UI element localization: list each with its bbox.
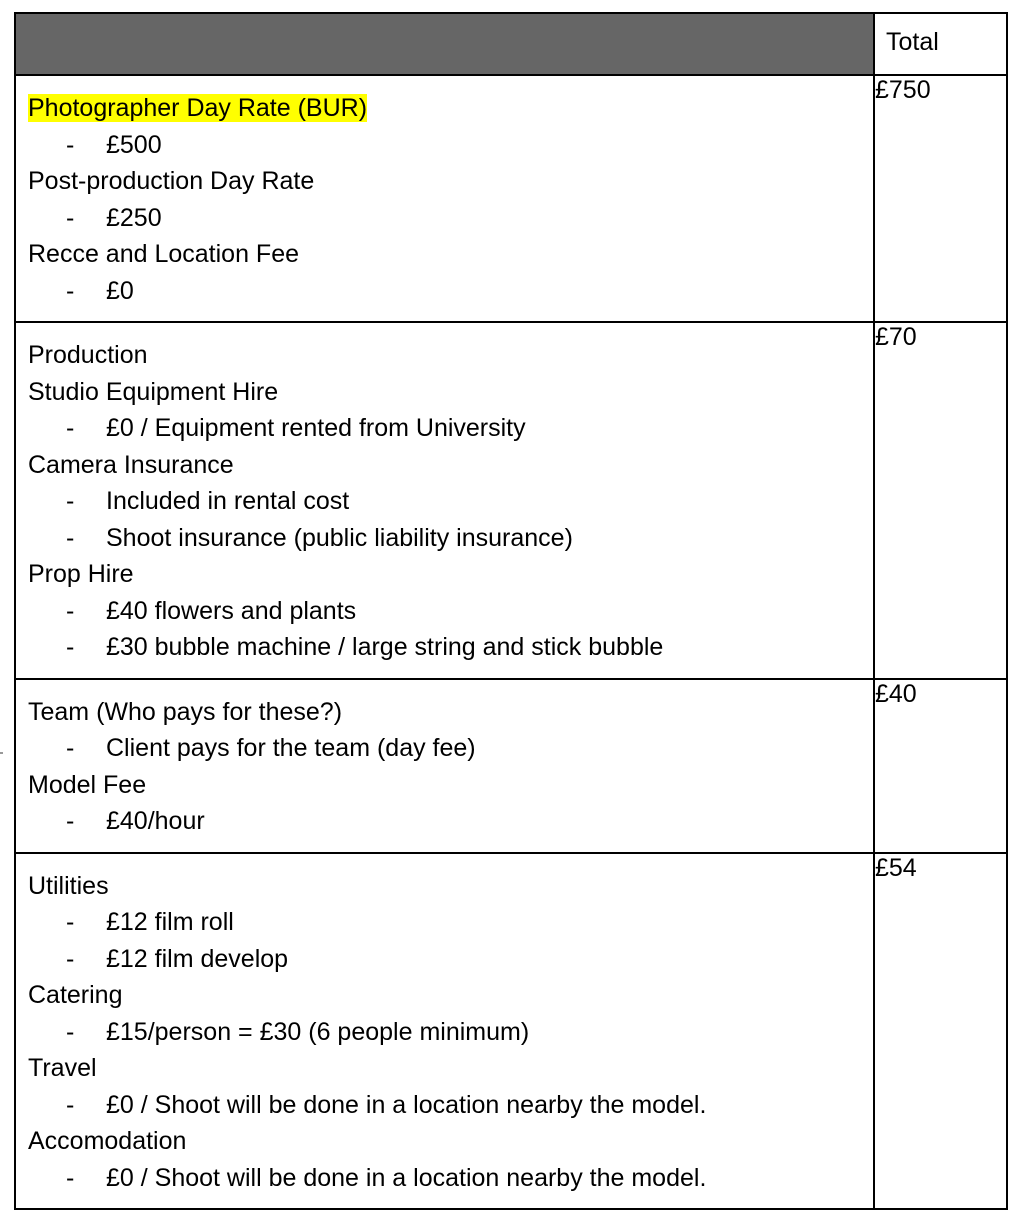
table-row-fees <box>15 75 1007 322</box>
bullet-marker: - <box>66 414 75 442</box>
item-bullet: - £0 / Equipment rented from University <box>28 410 873 447</box>
row-total-cell: £54 <box>874 853 1007 1210</box>
item-heading: Model Fee <box>28 770 147 799</box>
table-row-utilities <box>15 853 1007 1210</box>
item-heading <box>28 90 873 127</box>
item-bullet: - £12 film roll <box>28 904 873 941</box>
item-heading: Camera Insurance <box>28 450 234 479</box>
bullet-marker: - <box>66 1163 75 1192</box>
bullet-marker: - <box>66 487 75 515</box>
item-bullet: - £40/hour <box>28 803 873 840</box>
bullet-marker: - <box>66 1017 75 1046</box>
bullet-marker: - <box>66 734 75 762</box>
item-bullet: - £15/person = £30 (6 people minimum) <box>28 1014 873 1051</box>
item-heading: Team (Who pays for these?) <box>28 697 343 726</box>
margin-marker <box>0 752 3 754</box>
item-heading: Post-production Day Rate <box>28 167 315 195</box>
item-bullet: - £40 flowers and plants <box>28 593 873 630</box>
row-total-cell: £40 <box>874 679 1007 853</box>
item-bullet: - Client pays for the team (day fee) <box>28 730 873 767</box>
header-row <box>15 13 1007 75</box>
item-bullet: - £0 / Shoot will be done in a location nearby the model. <box>28 1160 873 1197</box>
header-total-cell: Total <box>874 13 1007 75</box>
item-bullet: - £250 <box>28 200 873 237</box>
bullet-marker: - <box>66 276 75 305</box>
item-bullet: - Shoot insurance (public liability insurance) <box>28 520 873 557</box>
item-heading: Utilities <box>28 871 109 900</box>
item-heading: Travel <box>28 1054 97 1082</box>
item-heading: Accomodation <box>28 1127 187 1155</box>
bullet-marker: - <box>66 130 75 159</box>
bullet-marker: - <box>66 1090 75 1119</box>
bullet-marker: - <box>66 908 75 936</box>
item-bullet: - £30 bubble machine / large string and stick bubble <box>28 629 873 666</box>
row-total-cell: £70 <box>874 322 1007 679</box>
bullet-marker: - <box>66 633 75 661</box>
bullet-marker: - <box>66 203 75 232</box>
row-items-cell <box>15 853 874 1210</box>
row-total-cell: £750 <box>874 75 1007 322</box>
item-bullet: - £500 <box>28 127 873 164</box>
budget-table <box>14 12 1008 1210</box>
highlighted-text: Photographer Day Rate (BUR) <box>28 94 368 122</box>
table-row-team <box>15 679 1007 853</box>
item-heading: Studio Equipment Hire <box>28 377 279 406</box>
item-heading: Production <box>28 341 148 369</box>
item-heading: Catering <box>28 981 123 1009</box>
item-bullet: - £0 <box>28 273 873 310</box>
item-heading: Recce and Location Fee <box>28 240 300 268</box>
table-row-production <box>15 322 1007 679</box>
row-items-cell <box>15 75 874 322</box>
item-bullet: - £12 film develop <box>28 941 873 978</box>
item-bullet: - Included in rental cost <box>28 483 873 520</box>
item-heading: Prop Hire <box>28 560 134 588</box>
bullet-marker: - <box>66 596 75 625</box>
row-items-cell <box>15 322 874 679</box>
row-items-cell <box>15 679 874 853</box>
header-item-cell <box>15 13 874 75</box>
bullet-marker: - <box>66 523 75 552</box>
bullet-marker: - <box>66 807 75 835</box>
item-bullet: - £0 / Shoot will be done in a location nearby the model. <box>28 1087 873 1124</box>
bullet-marker: - <box>66 944 75 973</box>
